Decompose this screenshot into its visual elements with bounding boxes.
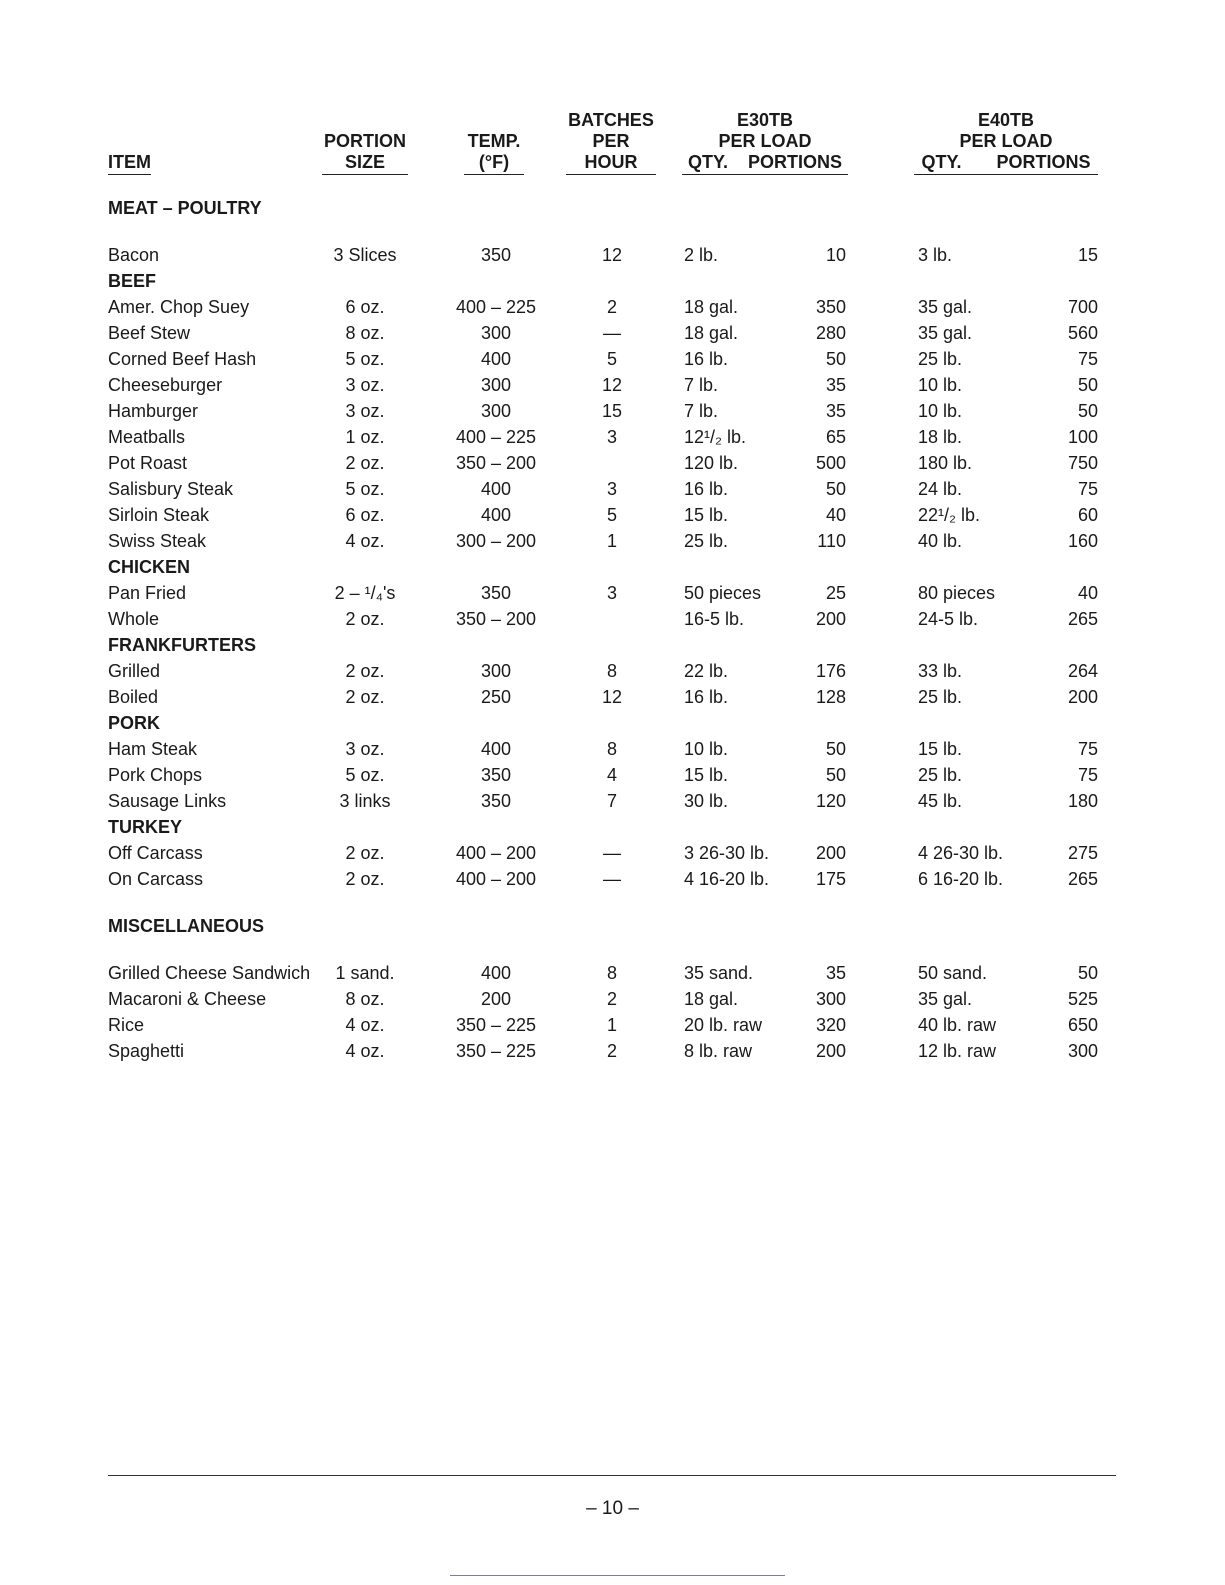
- table-cell-p40: 15: [1077, 245, 1098, 265]
- table-cell-p30: 300: [815, 989, 846, 1009]
- table-cell-p30: 280: [815, 323, 846, 343]
- table-cell-q30: 18 gal.: [684, 323, 739, 343]
- table-cell-p40: 50: [1077, 375, 1098, 395]
- table-cell-q30: 18 gal.: [684, 297, 739, 317]
- table-cell-p30: 120: [815, 791, 846, 811]
- table-cell-p40: 40: [1077, 583, 1098, 603]
- table-cell-q30: 120 lb.: [684, 453, 739, 473]
- table-cell-p30: 176: [815, 661, 846, 681]
- header-e40tb-line: QTY. PORTIONS: [914, 152, 1098, 175]
- table-cell-q30: 16 lb.: [684, 687, 729, 707]
- table-cell-temp: 300: [480, 661, 512, 681]
- table-cell-p30: 50: [825, 739, 846, 759]
- table-cell-item: Rice: [108, 1015, 145, 1035]
- table-cell-p30: 35: [825, 375, 846, 395]
- table-cell-p40: 265: [1067, 609, 1098, 629]
- table-cell-q40: 33 lb.: [918, 661, 963, 681]
- header-e30tb: [682, 110, 848, 175]
- table-cell-q40: 24 lb.: [918, 479, 963, 499]
- table-cell-p40: 75: [1077, 479, 1098, 499]
- table-cell-q30: 4 16-20 lb.: [684, 869, 770, 889]
- table-cell-item: Grilled: [108, 661, 161, 681]
- header-batches: [566, 110, 656, 175]
- table-cell-temp: 300: [480, 375, 512, 395]
- table-cell-p40: 265: [1067, 869, 1098, 889]
- table-cell-item: Whole: [108, 609, 160, 629]
- table-cell-q40: 25 lb.: [918, 765, 963, 785]
- table-cell-temp: 400: [480, 963, 512, 983]
- table-cell-p40: 650: [1067, 1015, 1098, 1035]
- table-cell-item: Off Carcass: [108, 843, 203, 863]
- table-cell-q30: 22 lb.: [684, 661, 729, 681]
- table-cell-q40: 40 lb. raw: [918, 1015, 997, 1035]
- table-cell-q30: 50 pieces: [684, 583, 762, 603]
- table-cell-item: Corned Beef Hash: [108, 349, 257, 369]
- header-temp-line: (°F): [464, 152, 524, 175]
- table-cell-portion: 3 oz.: [345, 375, 385, 395]
- table-cell-batches: 4: [606, 765, 617, 785]
- table-cell-portion: 3 oz.: [345, 401, 385, 421]
- header-portion-line: SIZE: [322, 152, 408, 175]
- table-cell-batches: 12: [601, 687, 623, 707]
- table-cell-batches: 3: [606, 427, 617, 447]
- table-cell-portion: 4 oz.: [345, 1041, 385, 1061]
- table-cell-p40: 75: [1077, 739, 1098, 759]
- table-cell-portion: 3 links: [339, 791, 391, 811]
- table-cell-q40: 10 lb.: [918, 401, 963, 421]
- table-cell-q40: 40 lb.: [918, 531, 963, 551]
- table-cell-q30: 15 lb.: [684, 765, 729, 785]
- table-cell-portion: 2 oz.: [345, 843, 385, 863]
- table-cell-p40: 75: [1077, 765, 1098, 785]
- table-cell-batches: 8: [606, 661, 617, 681]
- table-cell-item: Amer. Chop Suey: [108, 297, 250, 317]
- table-cell-p30: 50: [825, 479, 846, 499]
- section-heading: PORK: [108, 713, 161, 733]
- table-cell-batches: 1: [606, 531, 617, 551]
- section-heading: MEAT – POULTRY: [108, 198, 262, 218]
- table-cell-portion: 4 oz.: [345, 1015, 385, 1035]
- table-cell-portion: 1 sand.: [335, 963, 395, 983]
- table-cell-p40: 50: [1077, 963, 1098, 983]
- table-cell-q30: 15 lb.: [684, 505, 729, 525]
- table-cell-p30: 110: [817, 531, 846, 551]
- section-heading: CHICKEN: [108, 557, 191, 577]
- table-cell-temp: 400 – 200: [455, 869, 537, 889]
- table-cell-temp: 400: [480, 349, 512, 369]
- table-cell-p40: 200: [1067, 687, 1098, 707]
- table-cell-q30: 7 lb.: [684, 375, 719, 395]
- table-cell-q40: 22¹/₂ lb.: [918, 505, 981, 525]
- table-cell-batches: 2: [606, 989, 617, 1009]
- table-cell-q30: 16 lb.: [684, 349, 729, 369]
- table-cell-q30: 2 lb.: [684, 245, 719, 265]
- table-cell-temp: 350 – 200: [455, 609, 537, 629]
- table-cell-batches: 2: [606, 297, 617, 317]
- section-heading: TURKEY: [108, 817, 183, 837]
- table-cell-q30: 30 lb.: [684, 791, 729, 811]
- table-cell-temp: 350: [480, 583, 512, 603]
- table-cell-portion: 5 oz.: [345, 349, 385, 369]
- table-cell-q40: 35 gal.: [918, 323, 973, 343]
- table-cell-p30: 65: [825, 427, 846, 447]
- table-cell-p40: 300: [1067, 1041, 1098, 1061]
- table-cell-item: Grilled Cheese Sandwich: [108, 963, 311, 983]
- table-cell-p30: 35: [825, 401, 846, 421]
- table-cell-p40: 75: [1077, 349, 1098, 369]
- section-heading: FRANKFURTERS: [108, 635, 256, 655]
- header-e30tb-line: QTY. PORTIONS: [682, 152, 848, 175]
- table-cell-temp: 350 – 225: [455, 1041, 537, 1061]
- header-item-line: ITEM: [108, 152, 151, 175]
- table-cell-q40: 25 lb.: [918, 349, 963, 369]
- header-e30tb-line: PER LOAD: [718, 131, 812, 151]
- header-portion: [322, 131, 408, 175]
- table-cell-p30: 35: [825, 963, 846, 983]
- table-cell-item: Sirloin Steak: [108, 505, 210, 525]
- table-cell-temp: 300 – 200: [455, 531, 537, 551]
- table-cell-batches: —: [603, 323, 621, 343]
- table-cell-p40: 180: [1067, 791, 1098, 811]
- table-cell-p40: 700: [1067, 297, 1098, 317]
- table-cell-temp: 350: [480, 245, 512, 265]
- header-batches-line: PER: [592, 131, 630, 151]
- table-cell-q40: 4 26-30 lb.: [918, 843, 1004, 863]
- table-cell-batches: 5: [606, 505, 617, 525]
- table-cell-q30: 16-5 lb.: [684, 609, 745, 629]
- table-cell-p40: 750: [1067, 453, 1098, 473]
- table-cell-portion: 6 oz.: [345, 505, 385, 525]
- table-cell-q40: 25 lb.: [918, 687, 963, 707]
- table-cell-p30: 200: [815, 609, 846, 629]
- table-cell-temp: 200: [480, 989, 512, 1009]
- table-cell-q40: 12 lb. raw: [918, 1041, 997, 1061]
- table-cell-q30: 25 lb.: [684, 531, 729, 551]
- table-cell-q40: 45 lb.: [918, 791, 963, 811]
- table-cell-item: Boiled: [108, 687, 159, 707]
- header-temp-line: TEMP.: [467, 131, 521, 151]
- table-cell-batches: 7: [606, 791, 617, 811]
- table-cell-p40: 275: [1067, 843, 1098, 863]
- table-cell-q30: 10 lb.: [684, 739, 729, 759]
- table-cell-portion: 3 Slices: [333, 245, 397, 265]
- table-cell-p30: 50: [825, 349, 846, 369]
- table-cell-p30: 350: [815, 297, 846, 317]
- table-cell-p30: 200: [815, 843, 846, 863]
- table-cell-temp: 400: [480, 505, 512, 525]
- table-cell-q30: 3 26-30 lb.: [684, 843, 770, 863]
- table-cell-p30: 10: [825, 245, 846, 265]
- table-cell-p30: 50: [825, 765, 846, 785]
- table-cell-batches: 2: [606, 1041, 617, 1061]
- table-cell-q30: 12¹/₂ lb.: [684, 427, 747, 447]
- table-cell-portion: 1 oz.: [345, 427, 385, 447]
- table-cell-batches: 12: [601, 245, 623, 265]
- table-cell-temp: 250: [480, 687, 512, 707]
- table-cell-q40: 18 lb.: [918, 427, 963, 447]
- table-cell-portion: 2 oz.: [345, 661, 385, 681]
- table-cell-item: Cheeseburger: [108, 375, 223, 395]
- table-cell-p40: 525: [1067, 989, 1098, 1009]
- table-cell-item: Salisbury Steak: [108, 479, 234, 499]
- table-cell-item: On Carcass: [108, 869, 204, 889]
- table-cell-p40: 50: [1077, 401, 1098, 421]
- table-cell-item: Sausage Links: [108, 791, 227, 811]
- table-cell-temp: 350: [480, 791, 512, 811]
- header-e40tb-line: E40TB: [977, 110, 1035, 130]
- table-cell-item: Hamburger: [108, 401, 199, 421]
- table-cell-q40: 24-5 lb.: [918, 609, 979, 629]
- table-cell-portion: 8 oz.: [345, 323, 385, 343]
- table-cell-batches: —: [603, 869, 621, 889]
- table-cell-item: Ham Steak: [108, 739, 198, 759]
- table-cell-q40: 180 lb.: [918, 453, 973, 473]
- table-cell-item: Pan Fried: [108, 583, 187, 603]
- table-cell-portion: 2 oz.: [345, 869, 385, 889]
- table-cell-p30: 500: [815, 453, 846, 473]
- table-cell-p40: 60: [1077, 505, 1098, 525]
- table-cell-batches: 1: [606, 1015, 617, 1035]
- table-cell-p30: 40: [825, 505, 846, 525]
- table-cell-q30: 7 lb.: [684, 401, 719, 421]
- table-cell-item: Bacon: [108, 245, 160, 265]
- table-cell-q30: 35 sand.: [684, 963, 754, 983]
- table-cell-temp: 400 – 225: [455, 427, 537, 447]
- table-cell-p40: 560: [1067, 323, 1098, 343]
- table-cell-item: Beef Stew: [108, 323, 191, 343]
- table-cell-portion: 3 oz.: [345, 739, 385, 759]
- table-cell-temp: 400 – 200: [455, 843, 537, 863]
- table-cell-portion: 2 oz.: [345, 609, 385, 629]
- table-cell-temp: 300: [480, 323, 512, 343]
- header-temp: [464, 131, 524, 175]
- table-cell-p30: 320: [815, 1015, 846, 1035]
- table-cell-portion: 4 oz.: [345, 531, 385, 551]
- section-heading: MISCELLANEOUS: [108, 916, 265, 936]
- table-cell-p40: 100: [1067, 427, 1098, 447]
- header-batches-line: HOUR: [566, 152, 656, 175]
- table-cell-q30: 20 lb. raw: [684, 1015, 763, 1035]
- table-cell-temp: 400: [480, 479, 512, 499]
- table-cell-portion: 2 – ¹/₄'s: [334, 583, 396, 603]
- table-cell-q40: 35 gal.: [918, 989, 973, 1009]
- table-cell-q40: 50 sand.: [918, 963, 988, 983]
- table-cell-item: Spaghetti: [108, 1041, 185, 1061]
- table-cell-batches: 5: [606, 349, 617, 369]
- header-e40tb-line: PER LOAD: [959, 131, 1053, 151]
- table-cell-q40: 6 16-20 lb.: [918, 869, 1004, 889]
- table-cell-p30: 175: [815, 869, 846, 889]
- header-portion-line: PORTION: [323, 131, 406, 151]
- header-item: [108, 152, 151, 175]
- table-cell-temp: 300: [480, 401, 512, 421]
- table-cell-batches: 8: [606, 963, 617, 983]
- table-cell-temp: 350: [480, 765, 512, 785]
- table-cell-batches: 3: [606, 479, 617, 499]
- table-cell-batches: 15: [601, 401, 623, 421]
- table-cell-item: Pot Roast: [108, 453, 188, 473]
- table-cell-p40: 160: [1067, 531, 1098, 551]
- table-cell-portion: 5 oz.: [345, 479, 385, 499]
- table-cell-q40: 80 pieces: [918, 583, 996, 603]
- footer-divider: [108, 1475, 1116, 1476]
- table-cell-batches: —: [603, 843, 621, 863]
- table-cell-q30: 16 lb.: [684, 479, 729, 499]
- table-cell-portion: 2 oz.: [345, 687, 385, 707]
- table-cell-item: Macaroni & Cheese: [108, 989, 267, 1009]
- table-cell-portion: 6 oz.: [345, 297, 385, 317]
- table-cell-q40: 35 gal.: [918, 297, 973, 317]
- table-cell-portion: 8 oz.: [345, 989, 385, 1009]
- bottom-divider: [450, 1575, 785, 1576]
- table-cell-temp: 350 – 225: [455, 1015, 537, 1035]
- section-heading: BEEF: [108, 271, 157, 291]
- table-cell-p30: 128: [815, 687, 846, 707]
- header-batches-line: BATCHES: [568, 110, 654, 130]
- table-cell-item: Swiss Steak: [108, 531, 207, 551]
- header-e30tb-line: E30TB: [736, 110, 794, 130]
- table-cell-item: Pork Chops: [108, 765, 203, 785]
- table-cell-portion: 2 oz.: [345, 453, 385, 473]
- page-number: – 10 –: [586, 1498, 639, 1519]
- table-cell-q40: 15 lb.: [918, 739, 963, 759]
- table-cell-batches: 3: [606, 583, 617, 603]
- table-cell-q30: 8 lb. raw: [684, 1041, 753, 1061]
- table-cell-q40: 10 lb.: [918, 375, 963, 395]
- table-cell-item: Meatballs: [108, 427, 186, 447]
- table-cell-p30: 25: [825, 583, 846, 603]
- table-cell-p40: 264: [1067, 661, 1098, 681]
- table-cell-batches: 12: [601, 375, 623, 395]
- table-cell-portion: 5 oz.: [345, 765, 385, 785]
- table-cell-p30: 200: [815, 1041, 846, 1061]
- table-cell-batches: 8: [606, 739, 617, 759]
- table-cell-temp: 400 – 225: [455, 297, 537, 317]
- table-cell-q40: 3 lb.: [918, 245, 953, 265]
- table-cell-q30: 18 gal.: [684, 989, 739, 1009]
- table-cell-temp: 400: [480, 739, 512, 759]
- header-e40tb: [914, 110, 1098, 175]
- table-cell-temp: 350 – 200: [455, 453, 537, 473]
